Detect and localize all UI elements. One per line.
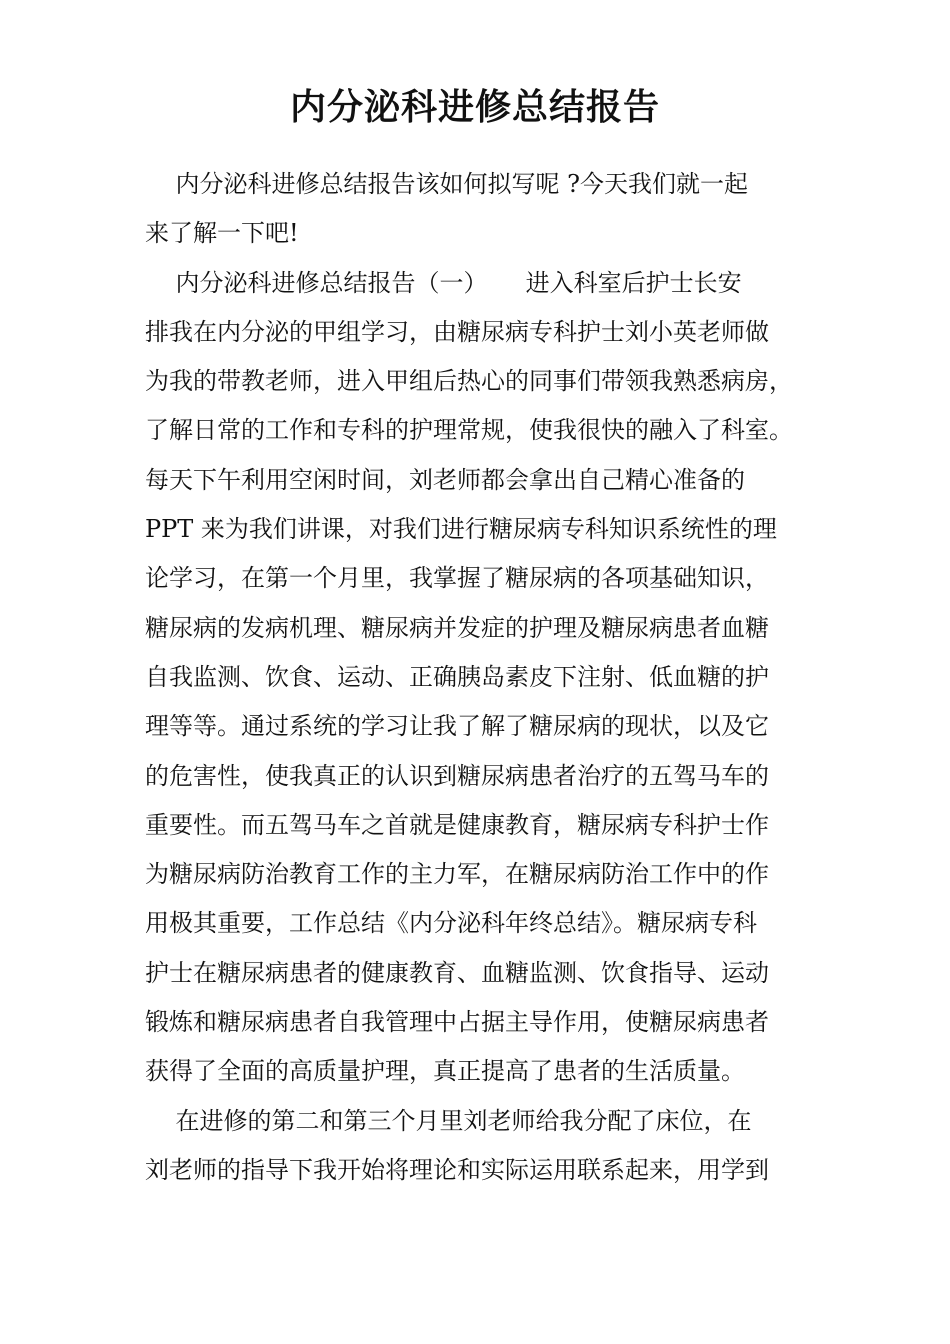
document-title: 内分泌科进修总结报告 — [289, 86, 660, 128]
body-line: 排我在内分泌的甲组学习，由糖尿病专科护士刘小英老师做 — [145, 317, 769, 346]
body-line: 内分泌科进修总结报告（一） 进入科室后护士长安 — [145, 268, 742, 297]
body-line: 的危害性，使我真正的认识到糖尿病患者治疗的五驾马车的 — [145, 761, 769, 790]
body-line: 每天下午利用空闲时间，刘老师都会拿出自己精心准备的 — [145, 465, 745, 494]
body-line: 用极其重要，工作总结《内分泌科年终总结》。糖尿病专科 — [145, 909, 757, 938]
document-body — [145, 160, 820, 1195]
body-line: 为我的带教老师，进入甲组后热心的同事们带领我熟悉病房， — [145, 367, 793, 396]
body-line: 了解日常的工作和专科的护理常规，使我很快的融入了科室。 — [145, 416, 793, 445]
body-line: 为糖尿病防治教育工作的主力军，在糖尿病防治工作中的作 — [145, 860, 769, 889]
body-line: 重要性。而五驾马车之首就是健康教育，糖尿病专科护士作 — [145, 810, 769, 839]
body-line: 论学习，在第一个月里，我掌握了糖尿病的各项基础知识， — [145, 564, 769, 593]
body-line: PPT 来为我们讲课，对我们进行糖尿病专科知识系统性的理 — [145, 515, 777, 544]
body-line: 在进修的第二和第三个月里刘老师给我分配了床位，在 — [145, 1106, 752, 1135]
body-line: 来了解一下吧! — [145, 219, 299, 248]
body-line: 刘老师的指导下我开始将理论和实际运用联系起来，用学到 — [145, 1155, 769, 1184]
body-line: 糖尿病的发病机理、糖尿病并发症的护理及糖尿病患者血糖 — [145, 613, 769, 642]
body-line: 获得了全面的高质量护理，真正提高了患者的生活质量。 — [145, 1057, 745, 1086]
body-line: 理等等。通过系统的学习让我了解了糖尿病的现状，以及它 — [145, 712, 769, 741]
body-line: 自我监测、饮食、运动、正确胰岛素皮下注射、低血糖的护 — [145, 662, 769, 691]
body-line: 锻炼和糖尿病患者自我管理中占据主导作用，使糖尿病患者 — [145, 1008, 769, 1037]
body-line: 内分泌科进修总结报告该如何拟写呢 ?今天我们就一起 — [145, 170, 749, 198]
body-line: 护士在糖尿病患者的健康教育、血糖监测、饮食指导、运动 — [145, 958, 769, 987]
